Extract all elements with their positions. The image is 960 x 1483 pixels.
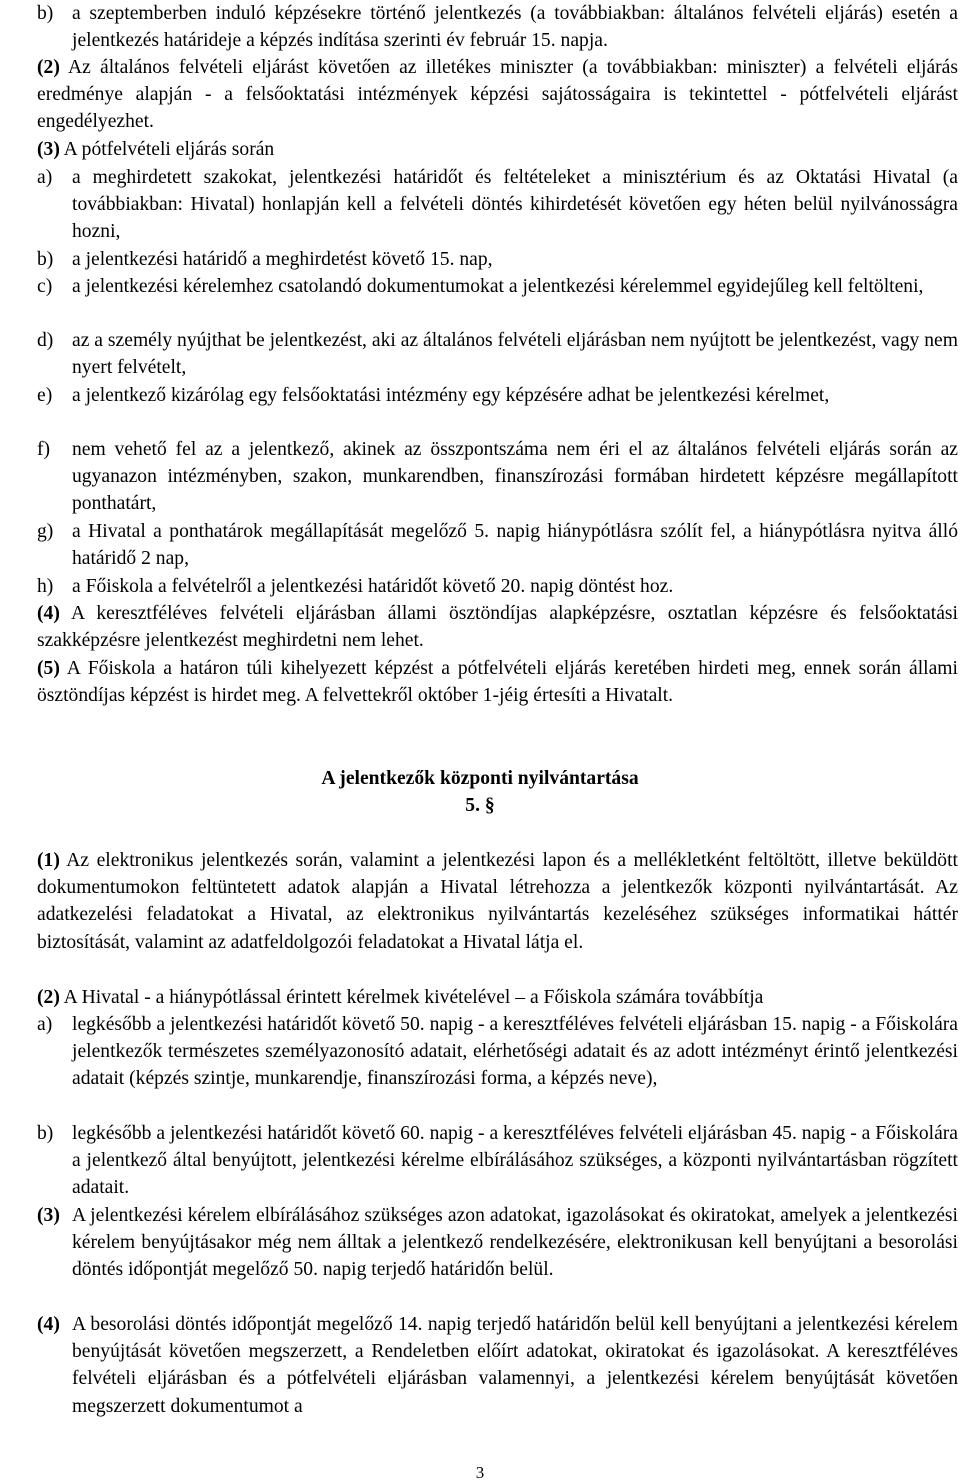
list-label: a) [37, 167, 53, 188]
paragraph-5-4 [37, 1311, 958, 1420]
list-label: f) [37, 439, 51, 460]
paragraph-text: Az elektronikus jelentkezés során, valamint a jelentkezési lapon és a mellékletként feltöltött, illetve beküldött dokumentumokon feltüntetett adatok alapján a Hivatal létrehozza a jelentkezők központi nyilvántartását. Az adatkezelési feladatokat a Hivatal, az elektronikus nyilvántartás kezeléséhez szükséges informatikai háttér biztosítását, valamint az adatfeldolgozói feladatokat a Hivatal látja el. [37, 850, 958, 953]
list-text: a szeptemberben induló képzésekre történő jelentkezés (a továbbiakban: általános felvételi eljárás) esetén a jelentkezés határideje a képzés indítása szerinti év február 15. napja. [72, 3, 958, 52]
list-item-b [37, 0, 958, 54]
list-label: b) [37, 249, 54, 270]
list-text: nem vehető fel az a jelentkező, akinek az összpontszáma nem éri el az általános felvételi eljárás során az ugyanazon intézményben, szakon, munkarendben, finanszírozási formában hirdetett képzésre megállapított ponthatárt, [72, 439, 958, 515]
paragraph-number: (4) [37, 603, 60, 624]
list-text: a Hivatal a ponthatárok megállapítását megelőző 5. napig hiánypótlásra szólít fel, a hiánypótlásra nyitva álló határidő 2 nap, [72, 521, 958, 570]
list-item-f [37, 436, 958, 518]
list-item-h [37, 573, 958, 600]
paragraph-text: A Főiskola a határon túli kihelyezett képzést a pótfelvételi eljárás keretében hirdeti meg, ennek során állami ösztöndíjas képzést is hirdet meg. A felvettekről október 1-jéig értesíti a Hivatalt. [37, 658, 958, 707]
list-text: legkésőbb a jelentkezési határidőt követő 50. napig - a keresztféléves felvételi eljárásban 15. napig - a Főiskolára jelentkezők természetes személyazonosító adatait, elérhetőségi adatait és az adott intézményt érintő jelentkezési adatait (képzés szintje, munkarendje, finanszírozási forma, a képzés neve), [72, 1014, 958, 1090]
paragraph-3 [37, 136, 958, 163]
paragraph-5-3 [37, 1202, 958, 1284]
page-number: 3 [475, 1463, 485, 1482]
list-label: d) [37, 330, 54, 351]
list-item-b [37, 246, 958, 273]
list-item-c [37, 273, 958, 300]
paragraph-text: A besorolási döntés időpontját megelőző 14. napig terjedő határidőn belül kell benyújtani a jelentkezési kérelem benyújtását követően megszerzett, a Rendeletben előírt adatokat, okiratokat és igazolásokat. A keresztféléves felvételi eljárásban és a pótfelvételi eljárásban valamennyi, a jelentkezési kérelem benyújtását követően megszerzett dokumentumot a [72, 1314, 958, 1417]
list-label: e) [37, 385, 53, 406]
paragraph-number: (1) [37, 850, 60, 871]
paragraph-4 [37, 600, 958, 654]
list-text: a jelentkezési kérelemhez csatolandó dokumentumokat a jelentkezési kérelemmel egyidejűleg kell feltölteni, [72, 276, 924, 297]
paragraph-text: A jelentkezési kérelem elbírálásához szükséges azon adatokat, igazolásokat és okiratokat, amelyek a jelentkezési kérelem benyújtásakor még nem álltak a jelentkező rendelkezésére, elektronikusan kell benyújtani a besorolási döntés időpontját megelőző 50. napig terjedő határidőn belül. [72, 1205, 958, 1281]
list-item-b [37, 1120, 958, 1202]
list-item-g [37, 518, 958, 572]
paragraph-5 [37, 655, 958, 709]
paragraph-number: (4) [37, 1314, 60, 1335]
paragraph-text: Az általános felvételi eljárást követően az illetékes miniszter (a továbbiakban: miniszter) a felvételi eljárás eredménye alapján - a felsőoktatási intézmények képzési sajátosságaira is tekintettel - pótfelvételi eljárást engedélyezhet. [37, 57, 958, 133]
list-label: b) [37, 3, 54, 24]
list-label: a) [37, 1014, 53, 1035]
paragraph-5-2 [37, 984, 958, 1011]
list-item-a [37, 164, 958, 246]
paragraph-5-1 [37, 847, 958, 956]
list-text: a meghirdetett szakokat, jelentkezési határidőt és feltételeket a minisztérium és az Oktatási Hivatal (a továbbiakban: Hivatal) honlapján kell a felvételi döntés kihirdetését követően egy héten belül nyilvánosságra hozni, [72, 167, 958, 243]
paragraph-number: (2) [37, 987, 60, 1008]
section-number: 5. § [465, 795, 495, 816]
list-label: c) [37, 276, 53, 297]
list-text: a jelentkező kizárólag egy felsőoktatási intézmény egy képzésére adhat be jelentkezési kérelmet, [72, 385, 830, 406]
paragraph-number: (5) [37, 658, 60, 679]
paragraph-text: A keresztféléves felvételi eljárásban állami ösztöndíjas alapképzésre, osztatlan képzésre és felsőoktatási szakképzésre jelentkezést meghirdetni nem lehet. [37, 603, 958, 652]
list-text: legkésőbb a jelentkezési határidőt követő 60. napig - a keresztféléves felvételi eljárásban 45. napig - a Főiskolára a jelentkező által benyújtott, jelentkezési kérelme elbírálásához szükséges, a központi nyilvántartásban rögzített adatait. [72, 1123, 958, 1199]
paragraph-number: (2) [37, 57, 60, 78]
list-text: a jelentkezési határidő a meghirdetést követő 15. nap, [72, 249, 493, 270]
list-item-e [37, 382, 958, 409]
section-title: A jelentkezők központi nyilvántartása [321, 768, 639, 789]
list-label: g) [37, 521, 54, 542]
paragraph-2 [37, 54, 958, 136]
list-item-d [37, 327, 958, 381]
paragraph-number: (3) [37, 139, 60, 160]
list-item-a [37, 1011, 958, 1093]
paragraph-text: A pótfelvételi eljárás során [59, 139, 275, 160]
list-text: az a személy nyújthat be jelentkezést, aki az általános felvételi eljárásban nem nyújtott be jelentkezést, vagy nem nyert felvételt, [72, 330, 958, 379]
paragraph-text: A Hivatal - a hiánypótlással érintett kérelmek kivételével – a Főiskola számára továbbítja [59, 987, 764, 1008]
list-text: a Főiskola a felvételről a jelentkezési határidőt követő 20. napig döntést hoz. [72, 576, 674, 597]
list-label: h) [37, 576, 54, 597]
paragraph-number: (3) [37, 1205, 60, 1226]
list-label: b) [37, 1123, 54, 1144]
